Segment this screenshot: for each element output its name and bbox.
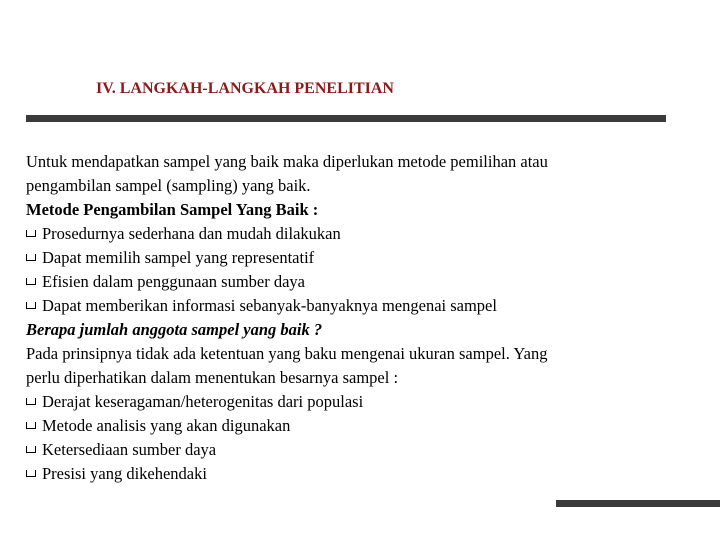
square-bullet-icon [26, 470, 36, 477]
question-heading: Berapa jumlah anggota sampel yang baik ? [26, 320, 323, 339]
method-list-item-text: Dapat memilih sampel yang representatif [42, 248, 315, 267]
intro-line-1: Untuk mendapatkan sampel yang baik maka diperlukan metode pemilihan atau [26, 152, 548, 171]
slide-title: IV. LANGKAH-LANGKAH PENELITIAN [96, 80, 394, 97]
square-bullet-icon [26, 422, 36, 429]
factor-list-item-text: Derajat keseragaman/heterogenitas dari populasi [42, 392, 364, 411]
factor-list-item-text: Metode analisis yang akan digunakan [42, 416, 291, 435]
method-list-item-text: Dapat memberikan informasi sebanyak-banyaknya mengenai sampel [42, 296, 497, 315]
answer-line-1: Pada prinsipnya tidak ada ketentuan yang baku mengenai ukuran sampel. Yang [26, 344, 548, 363]
answer-line-2: perlu diperhatikan dalam menentukan besarnya sampel : [26, 368, 399, 387]
square-bullet-icon [26, 398, 36, 405]
factor-list-item-text: Ketersediaan sumber daya [42, 440, 217, 459]
square-bullet-icon [26, 230, 36, 237]
factor-list-item-text: Presisi yang dikehendaki [42, 464, 207, 483]
method-list-item [26, 270, 696, 294]
square-bullet-icon [26, 254, 36, 261]
factor-list-item [26, 390, 696, 414]
method-list-item [26, 222, 696, 246]
method-list-item-text: Prosedurnya sederhana dan mudah dilakukan [42, 224, 341, 243]
square-bullet-icon [26, 302, 36, 309]
factor-list-item [26, 462, 696, 486]
factor-list-item [26, 438, 696, 462]
square-bullet-icon [26, 278, 36, 285]
intro-line-2: pengambilan sampel (sampling) yang baik. [26, 176, 311, 195]
footer-divider [556, 500, 720, 507]
method-list-item-text: Efisien dalam penggunaan sumber daya [42, 272, 305, 291]
square-bullet-icon [26, 446, 36, 453]
slide-body [26, 150, 696, 486]
title-divider [26, 115, 666, 122]
method-heading: Metode Pengambilan Sampel Yang Baik : [26, 200, 319, 219]
method-list-item [26, 294, 696, 318]
method-list-item [26, 246, 696, 270]
factor-list-item [26, 414, 696, 438]
